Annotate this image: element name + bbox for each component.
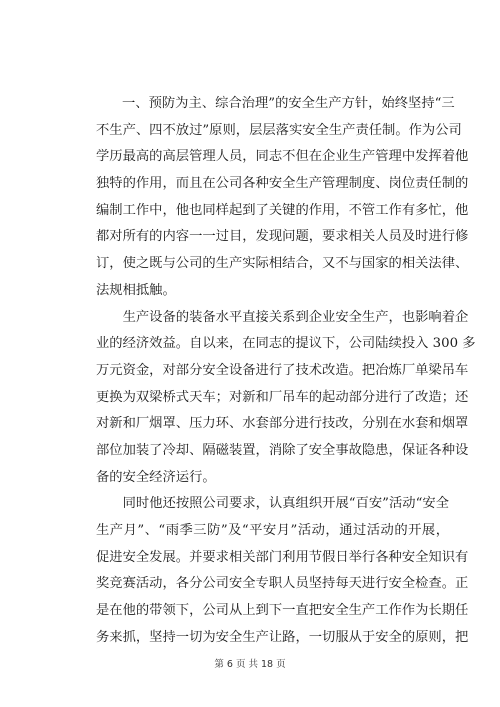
text-line: 同时他还按照公司要求，认真组织开展“百安”活动“安全 [96, 496, 449, 512]
text-line: 部位加装了冷却、隔磁装置，消除了安全事故隐患，保证各种设 [96, 442, 469, 458]
text-line: 生产设备的装备水平直接关系到企业安全生产，也影响着企 [96, 309, 469, 325]
text-line: 对新和厂烟罩、压力环、水套部分进行技改，分别在水套和烟罩 [96, 416, 469, 432]
text-line: 学历最高的高层管理人员，同志不但在企业生产管理中发挥着他 [96, 149, 469, 165]
text-line: 都对所有的内容一一过目，发现问题，要求相关人员及时进行修 [96, 229, 469, 245]
text-line: 备的安全经济运行。 [96, 469, 216, 485]
text-line: 是在他的带领下，公司从上到下一直把安全生产工作作为长期任 [96, 603, 469, 619]
page-footer: 第 6 页 共 18 页 [214, 659, 286, 670]
text-line: 万元资金，对部分安全设备进行了技术改造。把冶炼厂单梁吊车 [96, 362, 469, 378]
text-line: 一、预防为主、综合治理”的安全生产方针，始终坚持“三 [122, 96, 455, 111]
body-text [96, 91, 476, 651]
text-line: 订，使之既与公司的生产实际相结合，又不与国家的相关法律、 [96, 256, 469, 272]
text-line: 促进安全发展。并要求相关部门利用节假日举行各种安全知识有 [96, 549, 469, 565]
text-line: 编制工作中，他也同样起到了关键的作用，不管工作有多忙，他 [96, 202, 469, 218]
text-line: 法规相抵触。 [96, 282, 176, 298]
text-line: 不生产、四不放过”原则，层层落实安全生产责任制。作为公司 [96, 122, 462, 138]
text-line: 奖竞赛活动，各分公司安全专职人员坚持每天进行安全检查。正 [96, 576, 469, 592]
text-line: 生产月”、“雨季三防”及“平安月”活动，通过活动的开展， [96, 523, 449, 538]
text-line: 务来抓，坚持一切为安全生产让路，一切服从于安全的原则，把 [96, 629, 469, 645]
text-line: 更换为双梁桥式天车；对新和厂吊车的起动部分进行了改造；还 [96, 389, 469, 405]
text-line: 业的经济效益。自以来，在同志的提议下，公司陆续投入 300 多 [96, 336, 476, 352]
text-line: 独特的作用，而且在公司各种安全生产管理制度、岗位责任制的 [96, 176, 469, 192]
